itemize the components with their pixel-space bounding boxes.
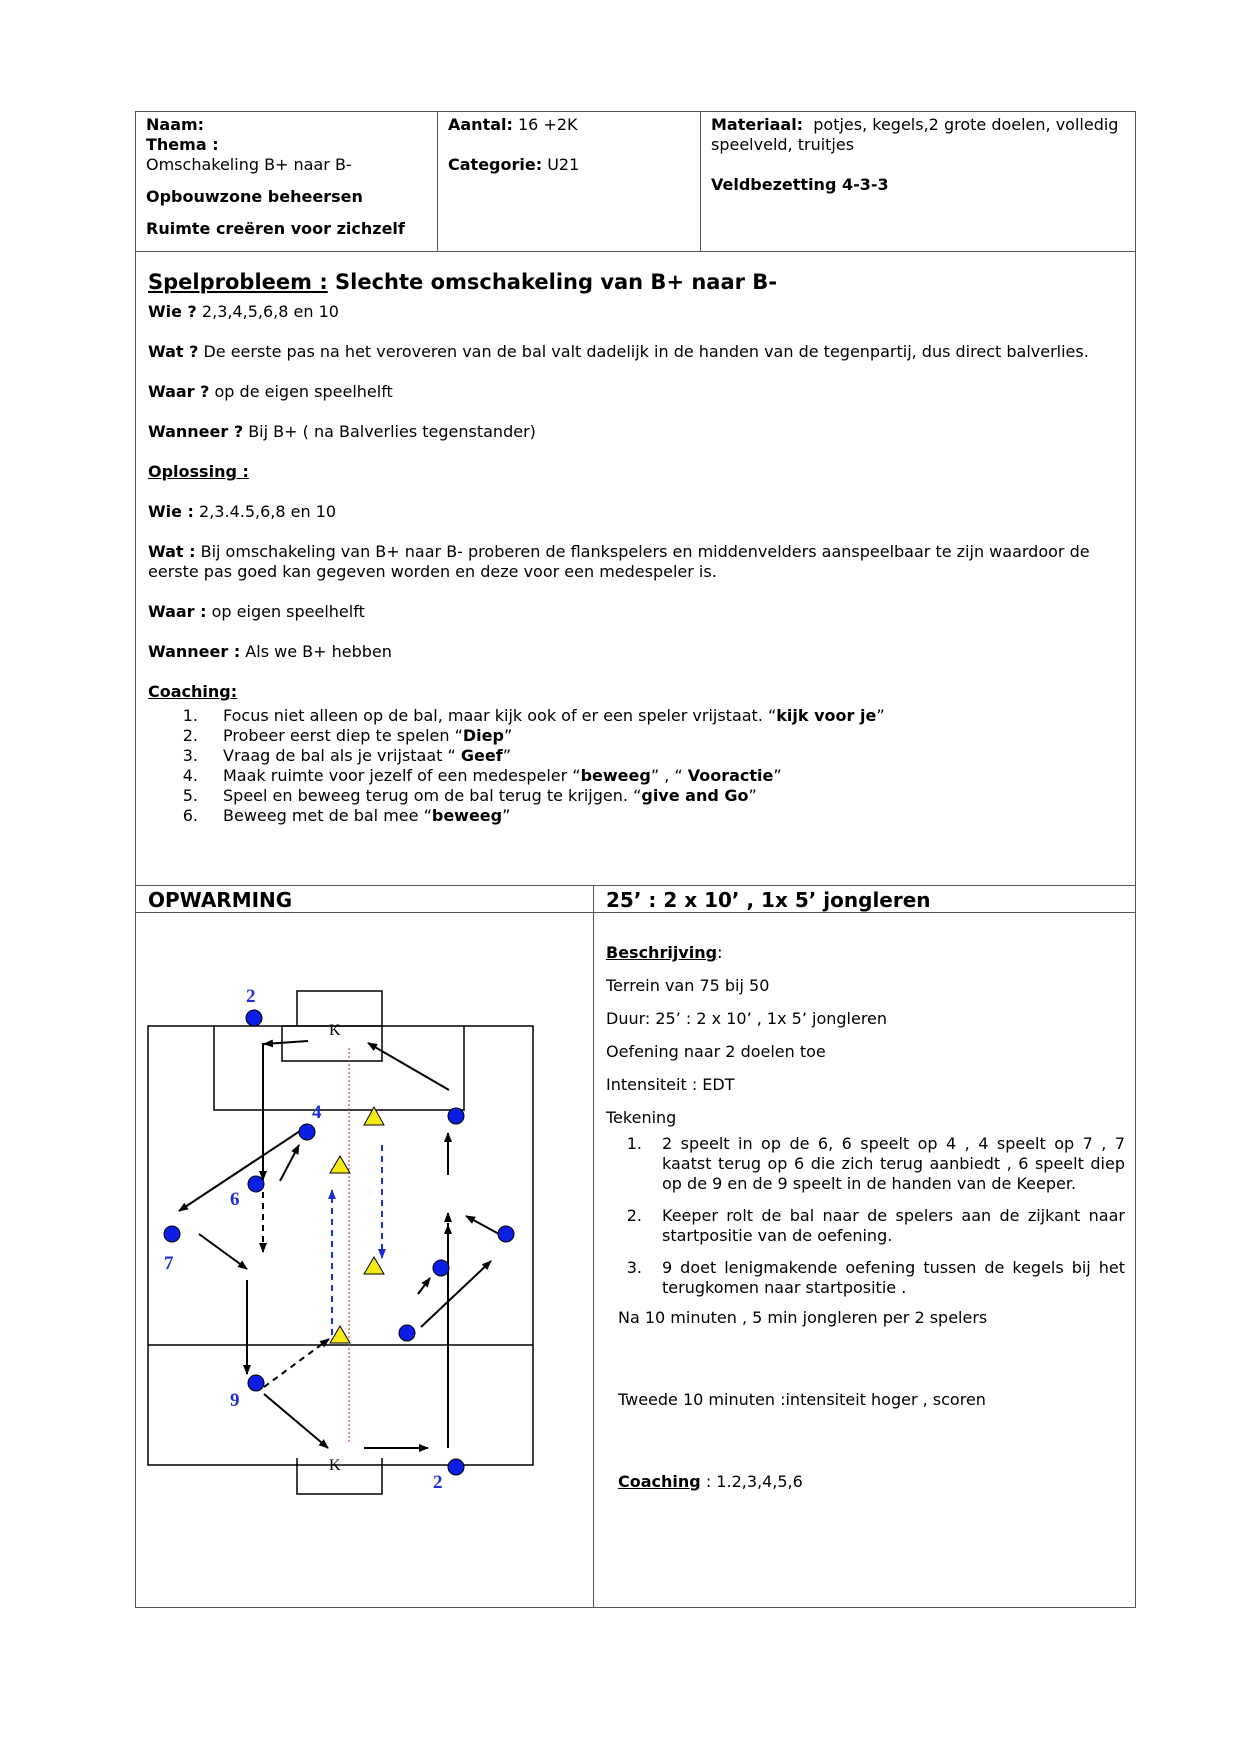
spelprobleem-wanneer: Wanneer ? Bij B+ ( na Balverlies tegenstander) bbox=[148, 422, 536, 441]
player-right-mid bbox=[433, 1260, 449, 1276]
oplossing-wanneer: Wanneer : Als we B+ hebben bbox=[148, 642, 392, 661]
steps-list bbox=[606, 1134, 1125, 1298]
coaching-item-number: 6. bbox=[182, 806, 198, 825]
arrow-right-to-k bbox=[368, 1043, 449, 1090]
thema-line1: Opbouwzone beheersen bbox=[146, 187, 363, 206]
materiaal-cell bbox=[700, 112, 1135, 251]
arrow-7-to-6 bbox=[199, 1234, 247, 1269]
coaching-item-text: Maak ruimte voor jezelf of een medespeler “beweeg” , “ Vooractie” bbox=[223, 766, 782, 785]
top-goal bbox=[297, 991, 382, 1026]
step-number: 2. bbox=[626, 1206, 642, 1225]
na-10-minuten: Na 10 minuten , 5 min jongleren per 2 spelers bbox=[618, 1308, 988, 1327]
aantal-cell bbox=[437, 112, 700, 251]
aantal-label: Aantal: bbox=[448, 115, 513, 134]
coaching-item-text: Probeer eerst diep te spelen “Diep” bbox=[223, 726, 513, 745]
coaching-item-number: 3. bbox=[182, 746, 198, 765]
arrow-9-to-k bbox=[264, 1394, 328, 1448]
oplossing-wie: Wie : 2,3.4.5,6,8 en 10 bbox=[148, 502, 337, 521]
opwarming-header-row bbox=[136, 886, 1135, 913]
player-right-wing bbox=[498, 1226, 514, 1242]
opwarming-duration: 25’ : 2 x 10’ , 1x 5’ jongleren bbox=[593, 886, 1135, 912]
spelprobleem-wie: Wie ? 2,3,4,5,6,8 en 10 bbox=[148, 302, 339, 321]
oefening: Oefening naar 2 doelen toe bbox=[606, 1042, 826, 1061]
cone-3 bbox=[364, 1257, 384, 1274]
coaching-item bbox=[148, 806, 1123, 826]
dashed-arrow-9-to-cone bbox=[264, 1339, 329, 1387]
arrow-6-to-4 bbox=[280, 1145, 299, 1181]
coaching-item-text: Beweeg met de bal mee “beweeg” bbox=[223, 806, 511, 825]
arrow-k-to-2 bbox=[264, 1041, 308, 1044]
label-6: 6 bbox=[230, 1189, 240, 1210]
coaching-item-text: Speel en beweeg terug om de bal terug te krijgen. “give and Go” bbox=[223, 786, 757, 805]
coaching-item-text: Focus niet alleen op de bal, maar kijk ook of er een speler vrijstaat. “kijk voor je” bbox=[223, 706, 885, 725]
player-right-top bbox=[448, 1108, 464, 1124]
session-form bbox=[135, 111, 1136, 1608]
header-row bbox=[136, 112, 1135, 252]
label-4: 4 bbox=[312, 1102, 322, 1123]
keeper-bottom-label: K bbox=[329, 1457, 341, 1474]
materiaal-label: Materiaal: bbox=[711, 115, 804, 134]
tekening: Tekening bbox=[606, 1108, 677, 1127]
player-6 bbox=[248, 1176, 264, 1192]
arrow-diag-up bbox=[421, 1261, 491, 1327]
step-text: 2 speelt in op de 6, 6 speelt op 4 , 4 speelt op 7 , 7 kaatst terug op 6 die zich terug aanbiedt , 6 speelt diep op de 9 en de 9 speelt in de handen van de Keeper. bbox=[662, 1134, 1125, 1193]
player-9 bbox=[248, 1375, 264, 1391]
thema-label: Thema : bbox=[146, 135, 219, 154]
step-number: 1. bbox=[626, 1134, 642, 1153]
coaching-item-number: 1. bbox=[182, 706, 198, 725]
step-item bbox=[606, 1206, 1125, 1246]
spelprobleem-wat: Wat ? De eerste pas na het veroveren van de bal valt dadelijk in de handen van de tegenpartij, dus direct balverlies. bbox=[148, 342, 1089, 361]
description-cell bbox=[593, 913, 1135, 1607]
step-item bbox=[606, 1258, 1125, 1298]
intensiteit: Intensiteit : EDT bbox=[606, 1075, 735, 1094]
arrow-4-to-7 bbox=[179, 1131, 300, 1211]
veldbezetting: Veldbezetting 4-3-3 bbox=[711, 175, 889, 194]
coaching-item bbox=[148, 766, 1123, 786]
beschrijving-heading: Beschrijving: bbox=[606, 943, 723, 962]
coaching-item bbox=[148, 746, 1123, 766]
categorie-value: U21 bbox=[547, 155, 580, 174]
aantal-value: 16 +2K bbox=[518, 115, 578, 134]
label-2-top: 2 bbox=[246, 986, 256, 1007]
thema-value: Omschakeling B+ naar B- bbox=[146, 155, 352, 174]
arrow-right-in bbox=[466, 1216, 499, 1234]
terrein: Terrein van 75 bij 50 bbox=[606, 976, 770, 995]
coaching-item-number: 5. bbox=[182, 786, 198, 805]
label-9: 9 bbox=[230, 1390, 240, 1411]
opwarming-body-row bbox=[136, 913, 1135, 1607]
coaching-item bbox=[148, 726, 1123, 746]
step-number: 3. bbox=[626, 1258, 642, 1277]
coaching-item bbox=[148, 786, 1123, 806]
problem-section bbox=[136, 252, 1135, 885]
step-text: 9 doet lenigmakende oefening tussen de kegels bij het terugkomen naar startpositie . bbox=[662, 1258, 1125, 1297]
coaching-title: Coaching: bbox=[148, 682, 238, 701]
field-outline bbox=[148, 1026, 533, 1465]
opwarming-coaching: Coaching : 1.2,3,4,5,6 bbox=[618, 1472, 803, 1491]
label-7: 7 bbox=[164, 1253, 174, 1274]
thema-line2: Ruimte creëren voor zichzelf bbox=[146, 219, 405, 238]
oplossing-wat: Wat : Bij omschakeling van B+ naar B- proberen de flankspelers en middenvelders aanspeelbaar te zijn waardoor de eerste pas goed kan gegeven worden en deze voor een medespeler is. bbox=[148, 542, 1090, 581]
categorie-label: Categorie: bbox=[448, 155, 543, 174]
label-2-bottom: 2 bbox=[433, 1472, 443, 1493]
player-7 bbox=[164, 1226, 180, 1242]
materiaal-value: potjes, kegels,2 grote doelen, volledig speelveld, truitjes bbox=[711, 115, 1119, 154]
step-text: Keeper rolt de bal naar de spelers aan de zijkant naar startpositie van de oefening. bbox=[662, 1206, 1125, 1245]
spelprobleem-waar: Waar ? op de eigen speelhelft bbox=[148, 382, 393, 401]
oplossing-title: Oplossing : bbox=[148, 462, 249, 481]
player-2-top bbox=[246, 1010, 262, 1026]
cone-2 bbox=[330, 1156, 350, 1173]
coaching-list bbox=[148, 706, 1123, 826]
naam-thema-cell bbox=[136, 112, 437, 251]
player-2-bottom bbox=[448, 1459, 464, 1475]
tweede-10-minuten: Tweede 10 minuten :intensiteit hoger , scoren bbox=[618, 1390, 986, 1409]
arrow-short-up bbox=[418, 1278, 430, 1294]
opwarming-title: OPWARMING bbox=[148, 888, 293, 912]
naam-label: Naam: bbox=[146, 115, 205, 134]
oplossing-waar: Waar : op eigen speelhelft bbox=[148, 602, 365, 621]
duur: Duur: 25’ : 2 x 10’ , 1x 5’ jongleren bbox=[606, 1009, 888, 1028]
problem-row bbox=[136, 252, 1135, 886]
player-center-low bbox=[399, 1325, 415, 1341]
spelprobleem-title: Spelprobleem : Slechte omschakeling van B+ naar B- bbox=[148, 270, 778, 294]
coaching-item-text: Vraag de bal als je vrijstaat “ Geef” bbox=[223, 746, 511, 765]
coaching-item-number: 4. bbox=[182, 766, 198, 785]
step-item bbox=[606, 1134, 1125, 1194]
coaching-item-number: 2. bbox=[182, 726, 198, 745]
player-4 bbox=[299, 1124, 315, 1140]
coaching-item bbox=[148, 706, 1123, 726]
exercise-diagram bbox=[136, 913, 593, 1607]
keeper-top-label: K bbox=[329, 1022, 341, 1039]
diagram-cell bbox=[136, 913, 593, 1607]
